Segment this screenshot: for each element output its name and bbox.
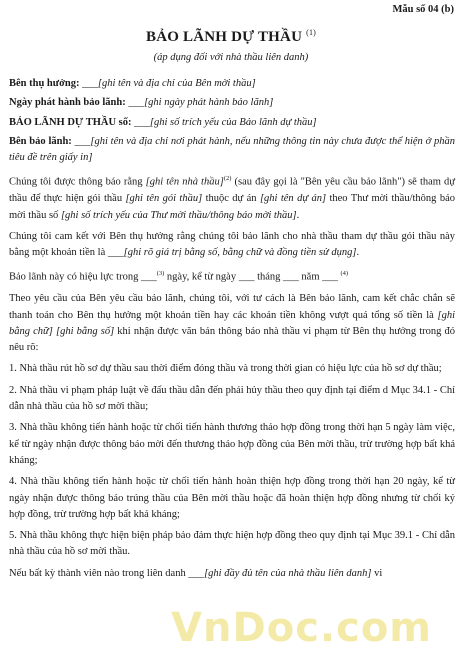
title-footnote-ref: (1) — [306, 28, 317, 37]
text: vi — [371, 567, 383, 579]
field-label: Bên bảo lãnh: — [9, 135, 72, 147]
text: theo Thư mời thầu/thông báo mời thầu số — [9, 193, 455, 221]
field-hint: [ghi tên và địa chỉ nơi phát hành, nếu những thông tin này chưa được thể hiện ở phần tiêu đề trên giấy in] — [9, 135, 456, 164]
hint-contractor-name: [ghi tên nhà thầu] — [145, 176, 224, 188]
field-guarantee-number — [9, 115, 455, 131]
footnote-ref: (4) — [340, 270, 349, 278]
paragraph-notification — [9, 171, 455, 223]
text: Chúng tôi cam kết với Bên thụ hưởng rằng chúng tôi bảo lãnh cho nhà thầu tham dự thầu gói thầu này bằng một khoản tiền là ___ — [9, 230, 455, 259]
hint-amount: [ghi rõ giá trị bằng số, bằng chữ và đồng tiền sử dụng] — [123, 247, 357, 259]
field-blank: ___ — [125, 97, 145, 109]
list-item: 3. Nhà thầu không tiến hành hoặc từ chối tiến hành thương thảo hợp đồng trong thời hạn 5 ngày làm việc, kể từ ngày nhận được thông báo mời đến thương thảo hợp đồng của Bên mời thầu, trừ trường hợp bất khả kháng; — [9, 422, 455, 466]
field-hint: [ghi ngày phát hành bảo lãnh] — [144, 97, 274, 109]
text: khi nhận được văn bản thông báo nhà thầu vi phạm từ Bên thụ hưởng trong đó nêu rõ: — [9, 325, 455, 354]
hint-amount-figures: [ghi bằng số] — [55, 325, 115, 337]
field-hint: [ghi tên và địa chỉ của Bên mời thầu] — [97, 78, 256, 89]
field-label: Bên thụ hưởng: — [9, 78, 80, 89]
paragraph-consortium — [9, 566, 455, 582]
paragraph-validity — [9, 266, 455, 286]
title-text: BẢO LÃNH DỰ THẦU — [145, 29, 303, 45]
field-beneficiary — [9, 76, 455, 92]
field-blank: ___ — [131, 116, 150, 128]
text: . — [356, 247, 360, 259]
text: (sau đây gọi là "Bên yêu cầu bảo lãnh") sẽ tham dự thầu để thực hiện gói thầu — [9, 176, 455, 205]
list-item: 4. Nhà thầu không tiến hành hoặc từ chối tiến hành hoàn thiện hợp đồng trong thời hạn 20 ngày, kể từ ngày nhận được thông báo trúng thầu của Bên mời thầu hoặc đã hoàn thiện hợp đồng nhưng từ chối ký hợp đồng, trừ trường hợp bất khả kháng; — [9, 476, 455, 520]
text: Bảo lãnh này có hiệu lực trong ___ — [9, 271, 157, 283]
form-number: Mẫu số 04 (b) — [392, 4, 454, 15]
field-hint: [ghi số trích yếu của Bảo lãnh dự thầu] — [149, 116, 317, 128]
document-title — [0, 28, 462, 46]
footnote-ref: (3) — [156, 270, 165, 278]
watermark-logo: VnDoc.com — [171, 605, 432, 651]
paragraph-payment — [9, 291, 455, 356]
hint-amount-words: [ghi bằng chữ] — [9, 309, 455, 337]
field-blank: ___ — [79, 78, 98, 89]
hint-project-name: [ghi tên dự án] — [259, 193, 327, 205]
text: thuộc dự án — [202, 193, 260, 205]
text: ngày, kể từ ngày ___ tháng ___ năm ___ — [164, 271, 341, 283]
text: Theo yêu cầu của Bên yêu cầu bảo lãnh, chúng tôi, với tư cách là Bên bảo lãnh, cam kết chắc chắn sẽ thanh toán cho Bên thụ hưởng một khoản tiền hay các khoản tiền không vượt quá tổng số tiền là — [9, 293, 455, 321]
hint-invitation-number: [ghi số trích yếu của Thư mời thầu/thông báo mời thầu] — [60, 209, 297, 221]
footnote-ref: (2) — [223, 175, 232, 183]
field-label: Ngày phát hành bảo lãnh: — [9, 97, 126, 109]
field-label: BẢO LÃNH DỰ THẦU số: — [9, 116, 132, 128]
field-blank: ___ — [71, 135, 91, 147]
hint-package-name: [ghi tên gói thầu] — [125, 193, 203, 205]
text: . — [296, 209, 300, 221]
document-subtitle: (áp dụng đối với nhà thầu liên danh) — [153, 52, 309, 63]
text: Nếu bất kỳ thành viên nào trong liên danh ___ — [9, 567, 205, 579]
field-guarantor — [9, 134, 455, 167]
text: Chúng tôi được thông báo rằng — [9, 176, 146, 188]
hint-consortium-name: [ghi đầy đủ tên của nhà thầu liên danh] — [204, 567, 372, 579]
paragraph-commitment — [9, 229, 455, 262]
list-item: 2. Nhà thầu vi phạm pháp luật về đấu thầu dẫn đến phải hủy thầu theo quy định tại điểm d Mục 34.1 - Chỉ dẫn nhà thầu của hồ sơ mời thầu; — [9, 384, 455, 413]
list-item: 1. Nhà thầu rút hồ sơ dự thầu sau thời điểm đóng thầu và trong thời gian có hiệu lực của hồ sơ dự thầu; — [9, 363, 442, 375]
document-body — [9, 76, 455, 587]
list-item: 5. Nhà thầu không thực hiện biện pháp bảo đảm thực hiện hợp đồng theo quy định tại Mục 39.1 - Chỉ dẫn nhà thầu của hồ sơ mời thầu. — [9, 530, 455, 558]
field-issue-date — [9, 95, 455, 111]
